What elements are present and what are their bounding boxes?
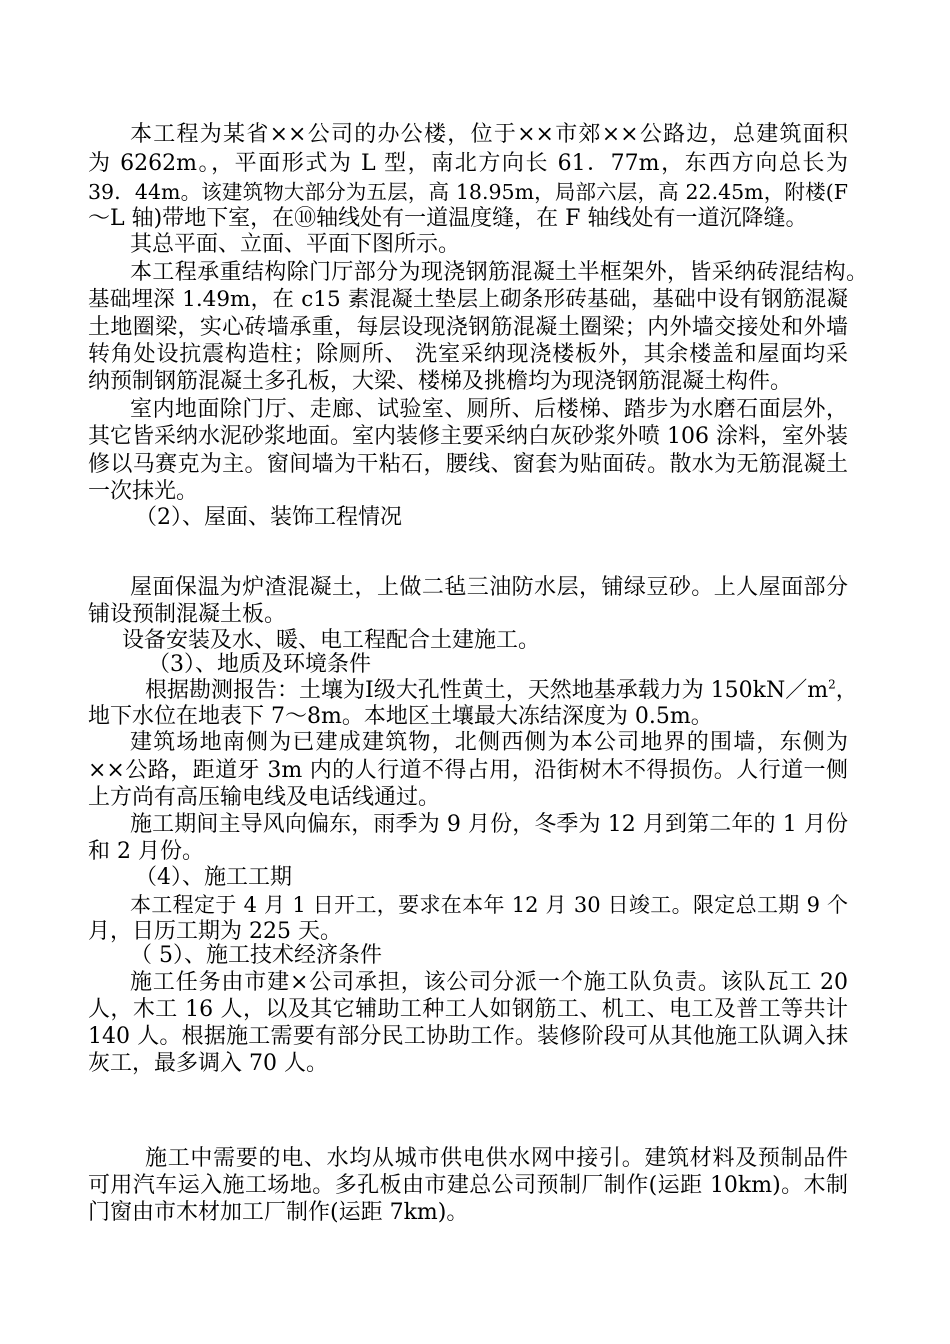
text-line: 本工程为某省××公司的办公楼，位于××市郊××公路边，总建筑面积 xyxy=(130,122,848,147)
line-comma: ， xyxy=(835,678,858,703)
text-line: 其它皆采纳水泥砂浆地面。室内装修主要采纳白灰砂浆外喷 106 涂料，室外装 xyxy=(88,424,848,449)
text-line: 设备安装及水、暖、电工程配合土建施工。 xyxy=(122,628,541,653)
text-line: 转角处设抗震构造柱；除厕所、 洗室采纳现浇楼板外，其余楼盖和屋面均采 xyxy=(88,342,848,367)
section-heading: （3）、地质及环境条件 xyxy=(148,652,371,677)
text-line: 建筑场地南侧为已建成建筑物，北侧西侧为本公司地界的围墙，东侧为 xyxy=(130,730,848,755)
section-heading: （2）、屋面、装饰工程情况 xyxy=(135,505,402,530)
section-heading: （4）、施工工期 xyxy=(135,865,292,890)
text-line: 施工中需要的电、水均从城市供电供水网中接引。建筑材料及预制品件 xyxy=(145,1146,848,1171)
text-line: 本工程承重结构除门厅部分为现浇钢筋混凝土半框架外，皆采纳砖混结构。 xyxy=(130,260,868,285)
text-line: 可用汽车运入施工场地。多孔板由市建总公司预制厂制作(运距 10km)。木制 xyxy=(88,1173,848,1198)
text-line: 纳预制钢筋混凝土多孔板，大梁、楼梯及挑檐均为现浇钢筋混凝土构件。 xyxy=(88,369,793,394)
text-line xyxy=(145,677,858,705)
text-line: 修以马赛克为主。窗间墙为干粘石，腰线、窗套为贴面砖。散水为无筋混凝土 xyxy=(88,452,848,477)
text-line: 人，木工 16 人，以及其它辅助工种工人如钢筋工、机工、电工及普工等共计 xyxy=(88,997,848,1022)
text-line: 上方尚有高压输电线及电话线通过。 xyxy=(88,785,441,810)
superscript-2: 2 xyxy=(828,677,836,692)
text-line: 和 2 月份。 xyxy=(88,839,204,864)
text-line: 土地圈梁，实心砖墙承重，每层设现浇钢筋混凝土圈梁；内外墙交接处和外墙 xyxy=(88,315,848,340)
text-line: 地下水位在地表下 7～8m。本地区土壤最大冻结深度为 0.5m。 xyxy=(88,704,713,729)
text-line: 施工期间主导风向偏东，雨季为 9 月份，冬季为 12 月到第二年的 1 月份 xyxy=(130,812,848,837)
text-line: 月，日历工期为 225 天。 xyxy=(88,919,342,944)
text-line: 为 6262m。，平面形式为 L 型，南北方向长 61．77m，东西方向总长为 xyxy=(88,151,848,176)
text-line: 其总平面、立面、平面下图所示。 xyxy=(130,232,461,257)
text-line: 铺设预制混凝土板。 xyxy=(88,602,287,627)
text-line: 室内地面除门厅、走廊、试验室、厕所、后楼梯、踏步为水磨石面层外， xyxy=(130,397,848,422)
text-line: 140 人。根据施工需要有部分民工协助工作。装修阶段可从其他施工队调入抹 xyxy=(88,1024,848,1049)
text-line: 施工任务由市建×公司承担，该公司分派一个施工队负责。该队瓦工 20 xyxy=(130,970,848,995)
section-heading: （ 5）、施工技术经济条件 xyxy=(130,943,382,968)
text-line: 屋面保温为炉渣混凝土，上做二毡三油防水层，铺绿豆砂。上人屋面部分 xyxy=(130,575,848,600)
text-line: 本工程定于 4 月 1 日开工，要求在本年 12 月 30 日竣工。限定总工期 9 个 xyxy=(130,893,848,917)
text-line: 39．44m。该建筑物大部分为五层，高 18.95m，局部六层，高 22.45m，附楼(F xyxy=(88,180,848,204)
text-line: 基础埋深 1.49m，在 c15 素混凝土垫层上砌条形砖基础，基础中设有钢筋混凝 xyxy=(88,287,848,312)
text-line: ～L 轴)带地下室，在⑩轴线处有一道温度缝，在 F 轴线处有一道沉降缝。 xyxy=(88,206,808,231)
text-line: 灰工，最多调入 70 人。 xyxy=(88,1051,328,1076)
text-line: ××公路，距道牙 3m 内的人行道不得占用，沿街树木不得损伤。人行道一侧 xyxy=(88,758,848,783)
text-line-content: 根据勘测报告：土壤为Ⅰ级大孔性黄土，天然地基承载力为 150kN／m xyxy=(145,678,829,703)
text-line: 门窗由市木材加工厂制作(运距 7km)。 xyxy=(88,1200,469,1225)
text-line: 一次抹光。 xyxy=(88,479,199,504)
